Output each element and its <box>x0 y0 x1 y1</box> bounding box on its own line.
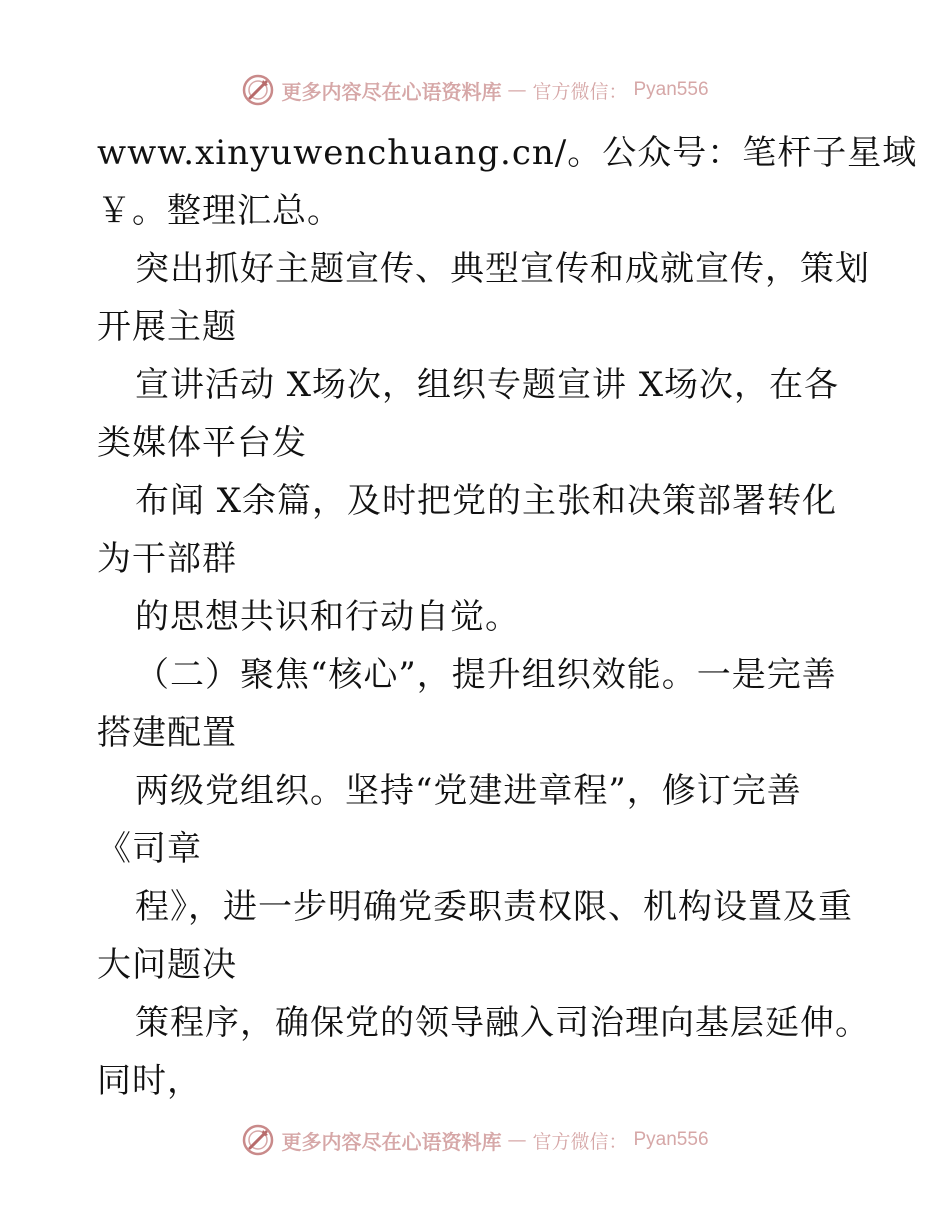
header-banner-wechat-id: Pyan556 <box>633 79 709 100</box>
body-line: 为干部群 <box>97 539 237 579</box>
body-line: 类媒体平台发 <box>97 423 307 463</box>
body-line: 两级党组织。坚持“党建进章程”，修订完善 <box>135 771 802 811</box>
footer-banner <box>0 1120 950 1160</box>
body-line: （二）聚焦“核心”，提升组织效能。一是完善 <box>135 655 837 695</box>
body-line: 突出抓好主题宣传、典型宣传和成就宣传，策划 <box>135 249 870 289</box>
header-banner-subtitle: 官方微信： <box>532 80 628 103</box>
footer-banner-dash: — <box>507 1129 527 1151</box>
brand-seal-icon <box>241 73 275 107</box>
body-line: 大问题决 <box>97 945 237 985</box>
body-line: 布闻 X余篇，及时把党的主张和决策部署转化 <box>135 481 838 521</box>
body-line: 策程序，确保党的领导融入司治理向基层延伸。 <box>135 1003 870 1043</box>
footer-banner-title: 更多内容尽在心语资料库 <box>281 1129 502 1154</box>
body-line: ￥。整理汇总。 <box>97 191 342 231</box>
header-banner-dash: — <box>507 79 527 101</box>
body-line: 程》，进一步明确党委职责权限、机构设置及重 <box>135 887 853 927</box>
body-line: 的思想共识和行动自觉。 <box>135 597 520 637</box>
body-line: 搭建配置 <box>97 713 237 753</box>
body-line: 开展主题 <box>97 307 237 347</box>
footer-banner-subtitle: 官方微信： <box>532 1130 628 1153</box>
header-banner-title: 更多内容尽在心语资料库 <box>281 79 502 104</box>
footer-banner-wechat-id: Pyan556 <box>633 1129 709 1150</box>
footer-banner-content <box>241 1123 708 1157</box>
document-body <box>97 124 918 1110</box>
brand-seal-icon <box>241 1123 275 1157</box>
body-line: 同时， <box>97 1061 202 1101</box>
body-line: 宣讲活动 X场次，组织专题宣讲 X场次，在各 <box>135 365 840 405</box>
header-banner-content <box>241 73 708 107</box>
body-line: www.xinyuwenchuang.cn/。公众号：笔杆子星域 <box>97 133 918 173</box>
body-line: 《司章 <box>97 829 202 869</box>
header-banner <box>0 70 950 110</box>
